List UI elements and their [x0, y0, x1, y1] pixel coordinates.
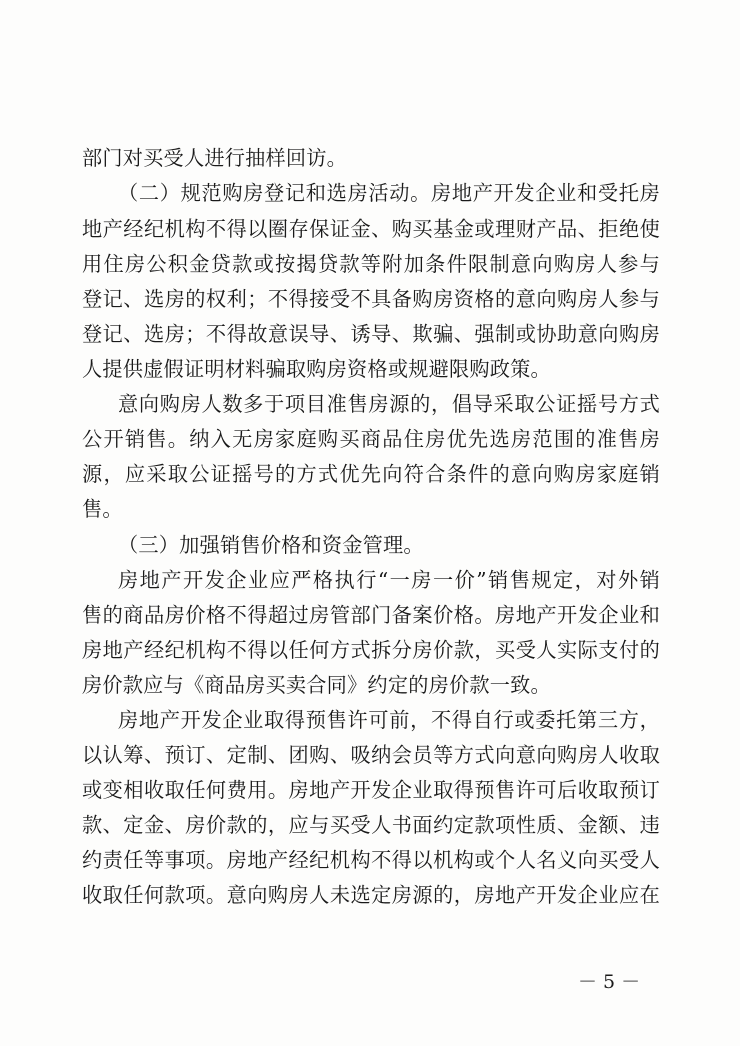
text-line: 公开销售。纳入无房家庭购买商品住房优先选房范围的准售房 [82, 427, 660, 451]
text-line: 售的商品房价格不得超过房管部门备案价格。房地产开发企业和 [82, 603, 660, 627]
text-line: 房地产经纪机构不得以任何方式拆分房价款，买受人实际支付的 [82, 638, 660, 662]
page-number: － 5 － [578, 971, 641, 993]
text-line: 地产经纪机构不得以圈存保证金、购买基金或理财产品、拒绝使 [82, 217, 660, 241]
text-line: 部门对买受人进行抽样回访。 [82, 146, 348, 170]
text-line: 收取任何款项。意向购房人未选定房源的，房地产开发企业应在 [82, 883, 660, 907]
section-heading: （三）加强销售价格和资金管理。 [118, 533, 424, 557]
text-line: 登记、选房；不得故意误导、诱导、欺骗、强制或协助意向购房 [82, 322, 660, 346]
text-line: 以认筹、预订、定制、团购、吸纳会员等方式向意向购房人收取 [82, 743, 660, 767]
text-line: 登记、选房的权利；不得接受不具备购房资格的意向购房人参与 [82, 287, 660, 311]
text-line: 约责任等事项。房地产经纪机构不得以机构或个人名义向买受人 [82, 848, 660, 872]
text-line: 人提供虚假证明材料骗取购房资格或规避限购政策。 [82, 357, 551, 381]
text-line: 售。 [82, 497, 123, 521]
section-heading: （二）规范购房登记和选房活动。房地产开发企业和受托房 [118, 181, 660, 205]
text-line: 款、定金、房价款的，应与买受人书面约定款项性质、金额、违 [82, 813, 660, 837]
text-line: 或变相收取任何费用。房地产开发企业取得预售许可后收取预订 [82, 778, 660, 802]
text-line: 房价款应与《商品房买卖合同》约定的房价款一致。 [82, 673, 551, 697]
text-line: 意向购房人数多于项目准售房源的，倡导采取公证摇号方式 [118, 392, 660, 416]
text-line: 房地产开发企业取得预售许可前，不得自行或委托第三方， [118, 708, 660, 732]
text-line: 房地产开发企业应严格执行“一房一价”销售规定，对外销 [118, 568, 660, 592]
text-line: 用住房公积金贷款或按揭贷款等附加条件限制意向购房人参与 [82, 252, 660, 276]
text-line: 源，应采取公证摇号的方式优先向符合条件的意向购房家庭销 [82, 462, 660, 486]
